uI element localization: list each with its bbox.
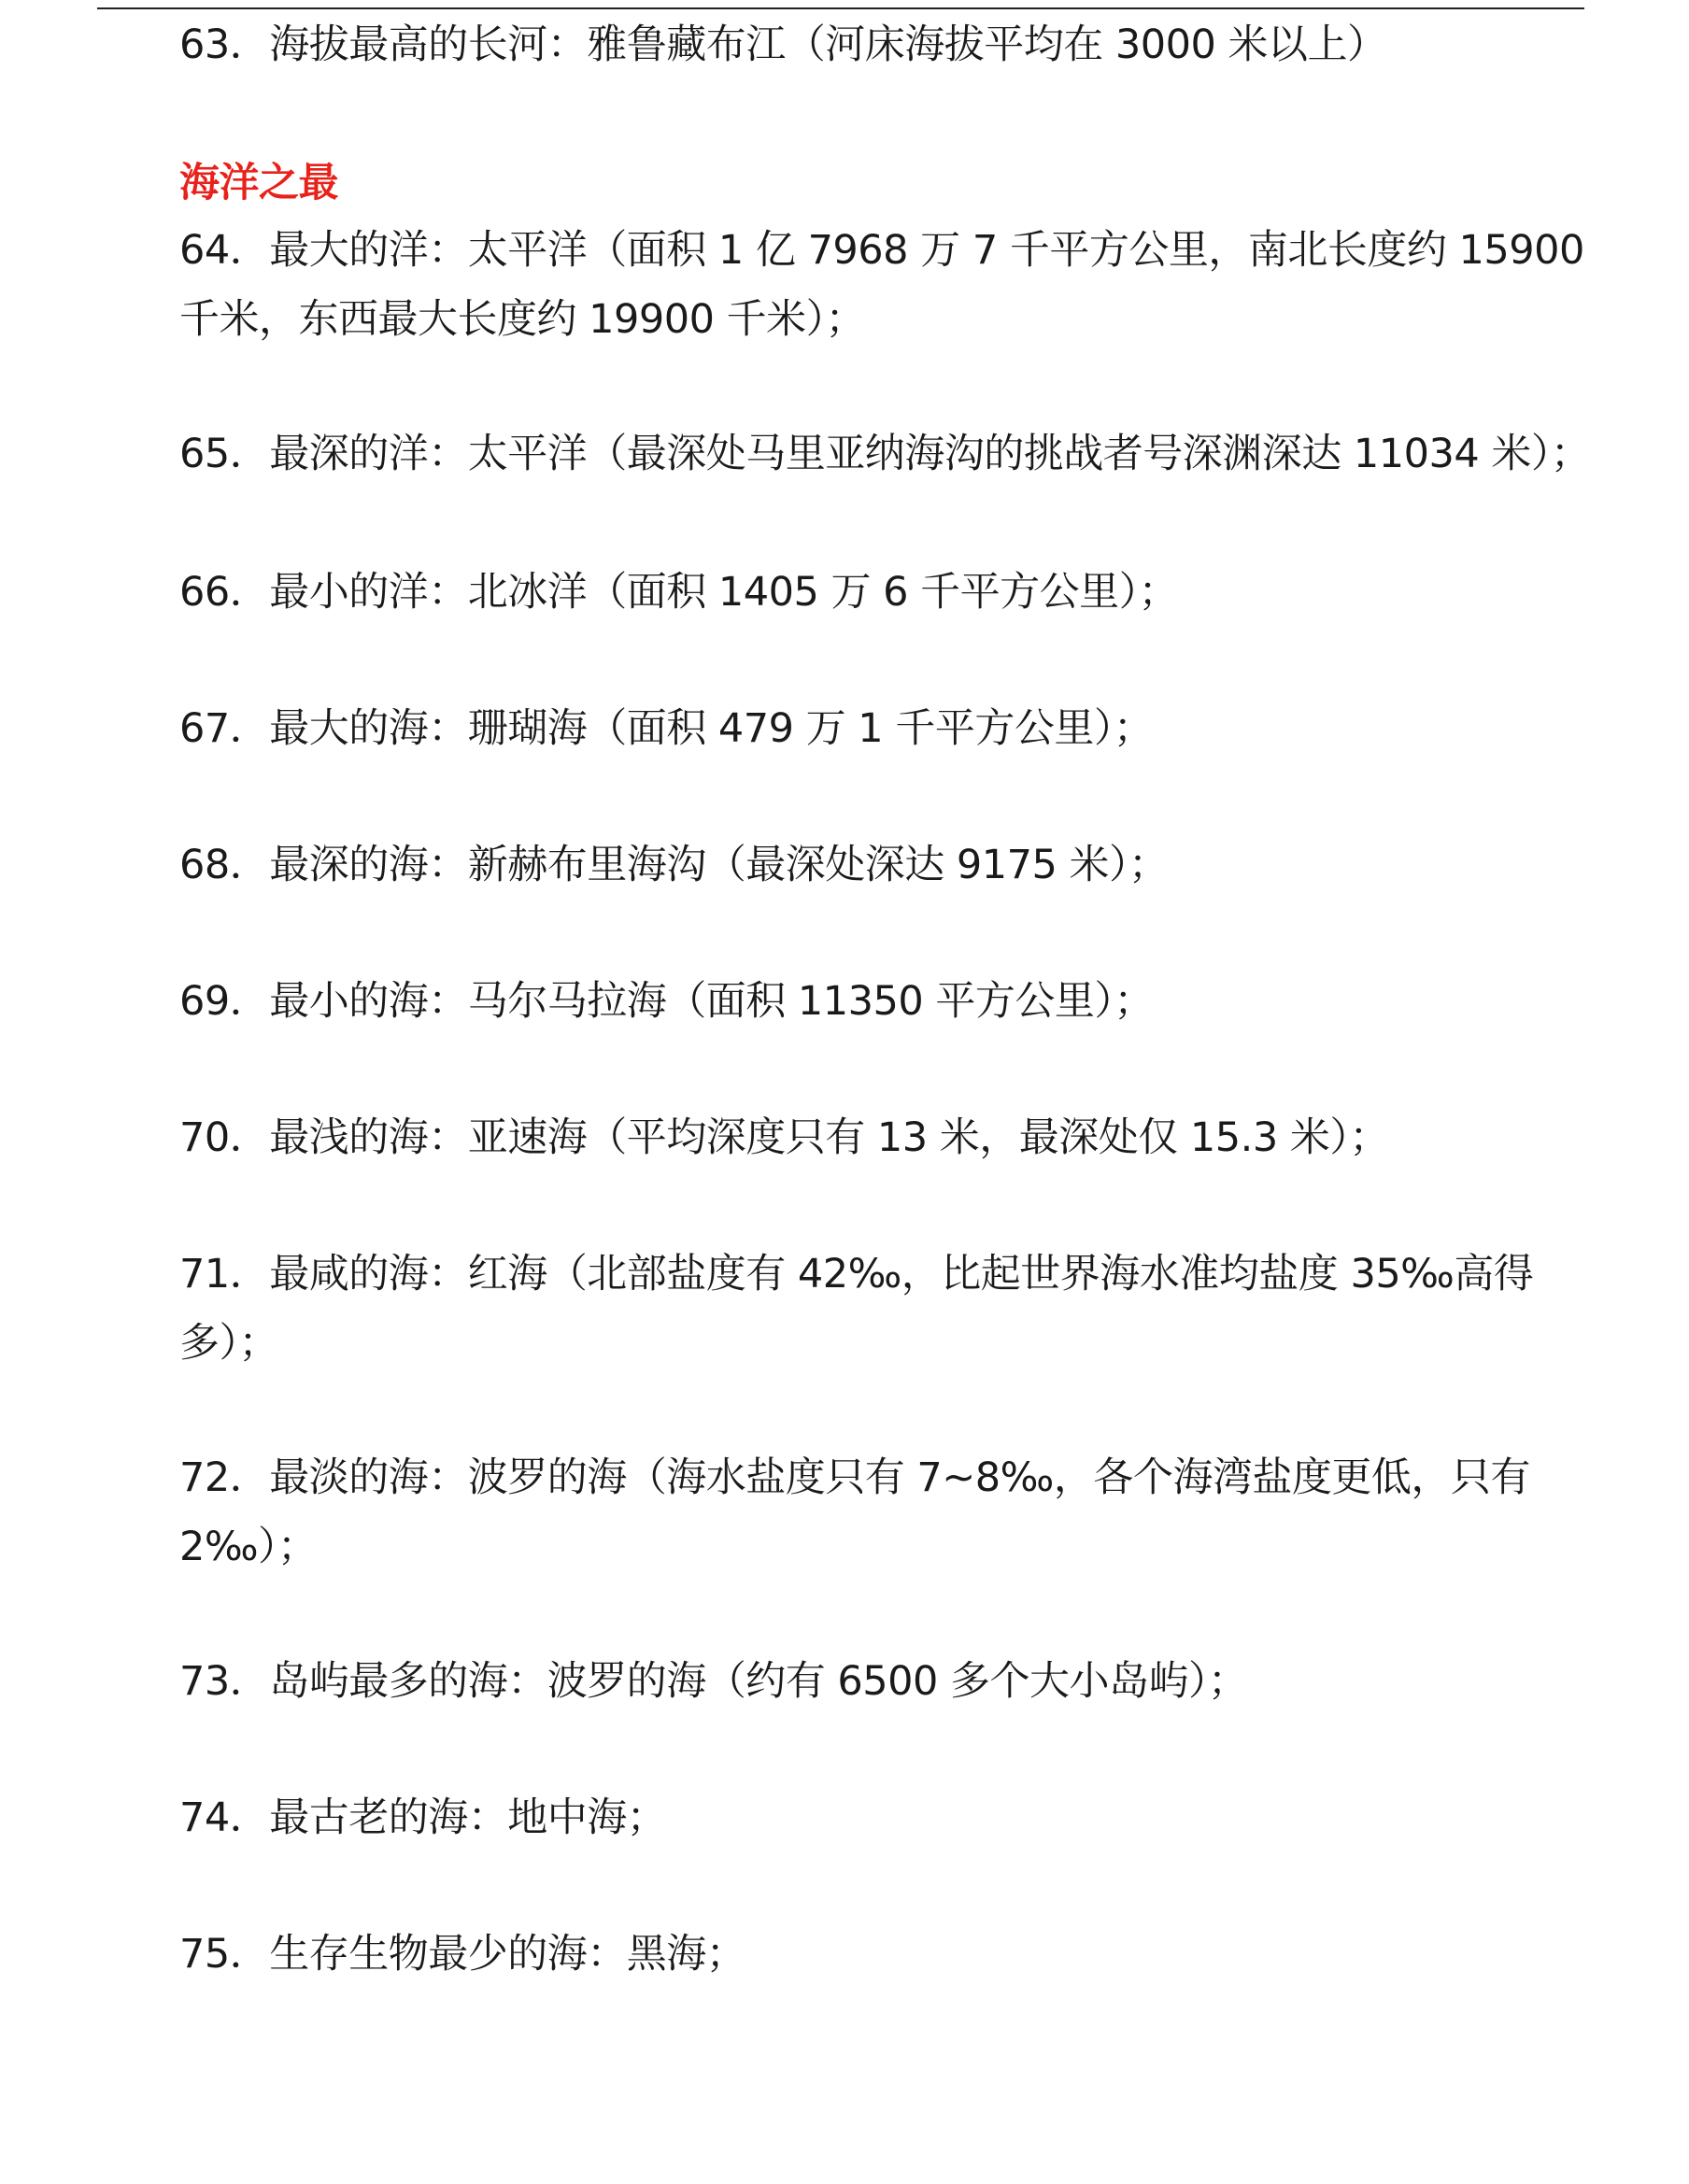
item-71-line-2: 多）； [179,1320,278,1367]
item-72-line-1: 72．最淡的海：波罗的海（海水盐度只有 7~8‰，各个海湾盐度更低，只有 [179,1454,1530,1501]
item-63-line-1: 63．海拔最高的长河：雅鲁藏布江（河床海拔平均在 3000 米以上） [179,21,1387,68]
item-72-line-2: 2‰）； [179,1524,318,1570]
section-heading-ocean: 海洋之最 [179,160,338,206]
top-rule [97,7,1584,9]
item-64-line-2: 千米，东西最大长度约 19900 千米）； [179,296,866,343]
item-69-line-1: 69．最小的海：马尔马拉海（面积 11350 平方公里）； [179,978,1154,1025]
item-74-line-1: 74．最古老的海：地中海； [179,1794,667,1841]
item-64-line-1: 64．最大的洋：太平洋（面积 1 亿 7968 万 7 千平方公里，南北长度约 15900 [179,227,1584,274]
item-73-line-1: 73．岛屿最多的海：波罗的海（约有 6500 多个大小岛屿）； [179,1658,1248,1705]
item-67-line-1: 67．最大的海：珊瑚海（面积 479 万 1 千平方公里）； [179,705,1154,752]
item-71-line-1: 71．最咸的海：红海（北部盐度有 42‰，比起世界海水准均盐度 35‰高得 [179,1251,1534,1298]
item-68-line-1: 68．最深的海：新赫布里海沟（最深处深达 9175 米）； [179,842,1169,888]
item-65-line-1: 65．最深的洋：太平洋（最深处马里亚纳海沟的挑战者号深渊深达 11034 米）； [179,431,1591,477]
item-66-line-1: 66．最小的洋：北冰洋（面积 1405 万 6 千平方公里）； [179,569,1179,616]
item-75-line-1: 75．生存生物最少的海：黑海； [179,1931,746,1978]
item-70-line-1: 70．最浅的海：亚速海（平均深度只有 13 米，最深处仅 15.3 米）； [179,1114,1389,1161]
